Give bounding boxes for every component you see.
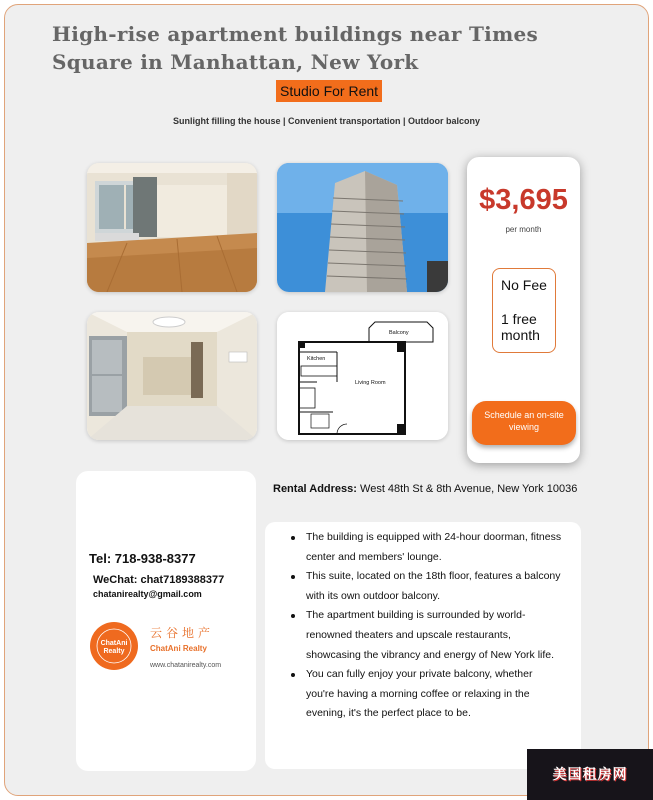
rental-address <box>266 476 580 518</box>
features-list <box>289 528 563 724</box>
living-room-photo[interactable] <box>87 163 257 292</box>
schedule-viewing-button[interactable]: Schedule an on-site viewing <box>472 401 576 445</box>
svg-text:ChatAni: ChatAni <box>100 640 128 647</box>
phone-number[interactable]: Tel: 718-938-8377 <box>89 551 196 566</box>
building-photo[interactable] <box>277 163 448 292</box>
address-label: Rental Address: <box>273 483 357 495</box>
no-fee-text: No Fee <box>501 277 547 293</box>
contact-card <box>76 471 256 771</box>
watermark: 美国租房网 <box>527 749 653 800</box>
offer-box <box>492 268 556 353</box>
free-month-text: 1 free month <box>501 311 540 343</box>
floorplan-balcony-label: Balcony <box>389 330 409 336</box>
floorplan-image <box>277 312 448 440</box>
address-value: West 48th St & 8th Avenue, New York 10036 <box>360 483 578 495</box>
price-panel <box>467 157 580 463</box>
floorplan-living-room-label: Living Room <box>355 380 386 386</box>
svg-text:Realty: Realty <box>103 648 125 655</box>
chatani-logo-icon <box>89 621 139 671</box>
wechat-id: WeChat: chat7189388377 <box>93 574 225 586</box>
company-website[interactable]: www.chatanirealty.com <box>150 662 222 669</box>
listing-subtitle: Sunlight filling the house | Convenient transportation | Outdoor balcony <box>172 116 481 126</box>
company-name-en: ChatAni Realty <box>150 644 207 653</box>
floorplan-photo[interactable] <box>277 312 448 440</box>
feature-item: You can fully enjoy your private balcony, whether you're having a morning coffee or relaxing in the evening, it's the perfect place to be. <box>289 665 563 724</box>
kitchen-image <box>87 312 257 440</box>
listing-title: High-rise apartment buildings near Times Square in Manhattan, New York <box>52 22 539 74</box>
living-room-image <box>87 163 257 292</box>
floorplan-kitchen-label: Kitchen <box>307 356 326 362</box>
rent-price: $3,695 <box>479 184 568 216</box>
studio-badge: Studio For Rent <box>276 80 382 102</box>
rent-period: per month <box>505 225 542 234</box>
feature-item: The building is equipped with 24-hour doorman, fitness center and members' lounge. <box>289 528 563 567</box>
company-name-cn: 云谷地产 <box>150 626 215 640</box>
feature-item: The apartment building is surrounded by world-renowned theaters and upscale restaurants, showcasing the vibrancy and energy of New York life. <box>289 606 563 665</box>
building-image <box>277 163 448 292</box>
features-panel <box>265 522 581 769</box>
kitchen-photo[interactable] <box>87 312 257 440</box>
email-address[interactable]: chatanirealty@gmail.com <box>93 589 202 599</box>
feature-item: This suite, located on the 18th floor, features a balcony with its own outdoor balcony. <box>289 567 563 606</box>
